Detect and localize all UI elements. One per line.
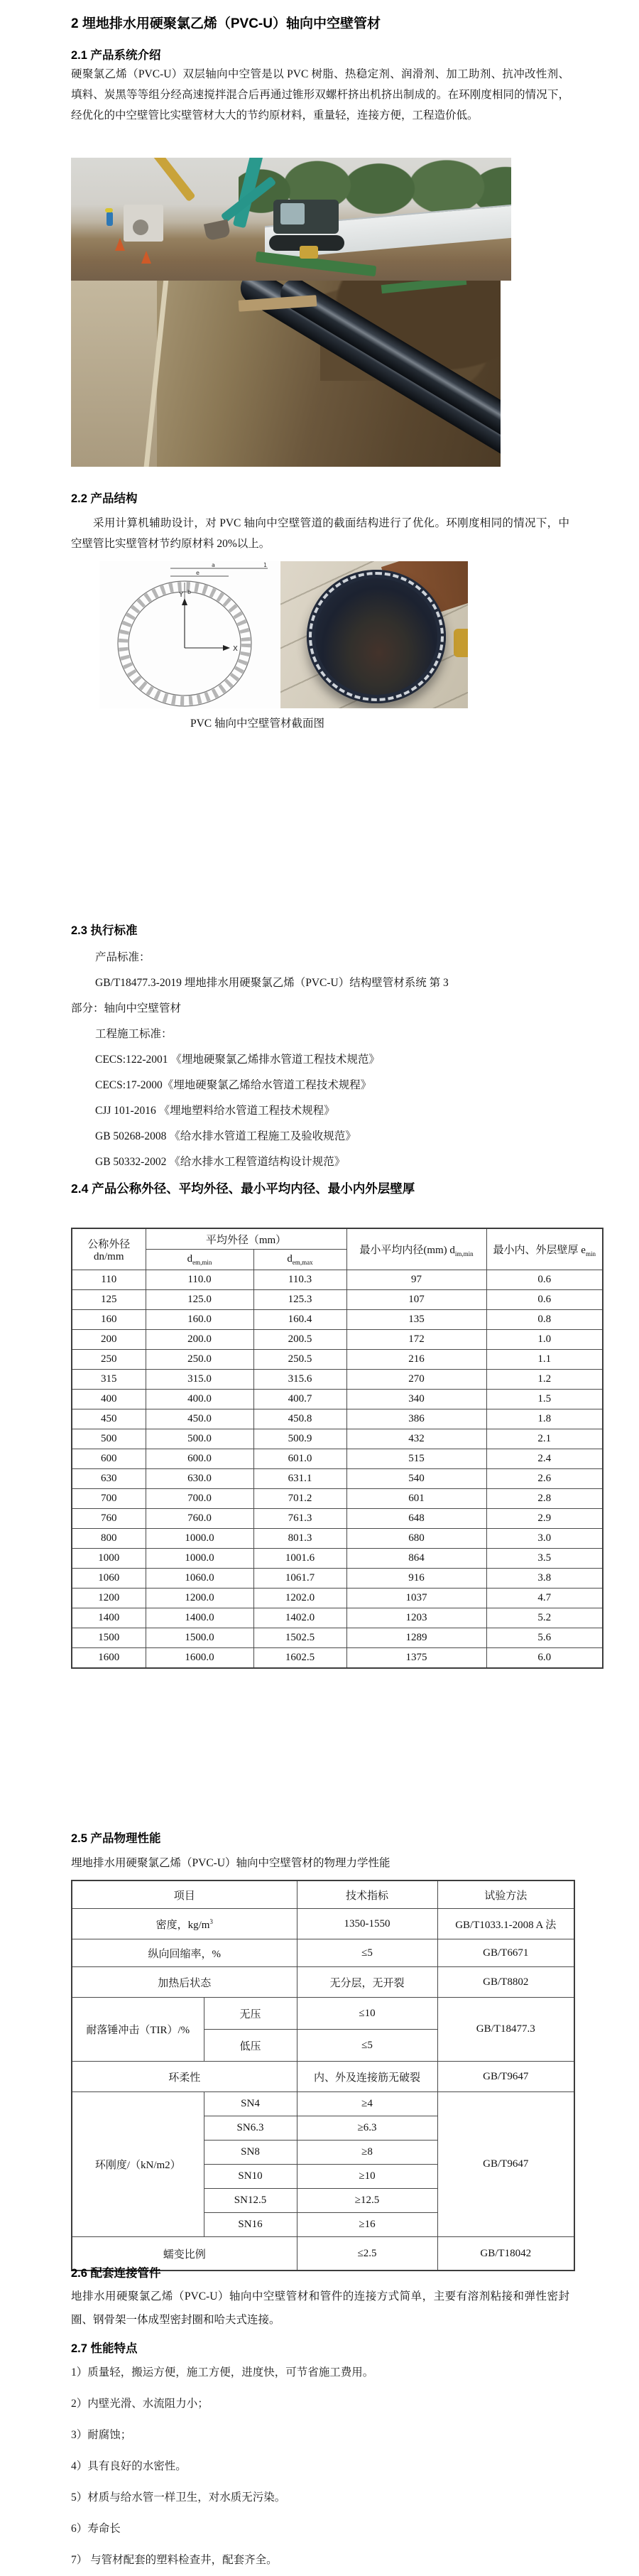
impact-value: ≤10 xyxy=(297,1998,437,2030)
table-row xyxy=(72,1429,603,1449)
flexibility-value: 内、外及连接筋无破裂 xyxy=(297,2062,437,2092)
product-standard-line: GB/T18477.3-2019 埋地排水用硬聚氯乙烯（PVC-U）结构壁管材系统 第 3 xyxy=(95,977,449,989)
photo-excavator-bucket xyxy=(204,220,231,242)
table-cell: 1037 xyxy=(346,1589,486,1608)
table-cell: 1061.7 xyxy=(253,1569,346,1589)
table-cell: 630 xyxy=(72,1469,146,1489)
table-cell: 1060 xyxy=(72,1569,146,1589)
stiffness-grade: SN4 xyxy=(204,2092,297,2116)
table-cell: 600 xyxy=(72,1449,146,1469)
table-row xyxy=(72,1549,603,1569)
table-row xyxy=(72,1449,603,1469)
stiffness-grade: SN6.3 xyxy=(204,2116,297,2141)
table-cell: 1001.6 xyxy=(253,1549,346,1569)
table-cell: 1060.0 xyxy=(146,1569,253,1589)
stiffness-value: ≥10 xyxy=(297,2165,437,2189)
table-cell: 630.0 xyxy=(146,1469,253,1489)
table-cell: 250.5 xyxy=(253,1350,346,1370)
table-cell: 500 xyxy=(72,1429,146,1449)
col-average-outer-diameter: 平均外径（mm） xyxy=(146,1228,346,1250)
col-item: 项目 xyxy=(72,1880,297,1909)
table-cell: 1600 xyxy=(72,1648,146,1669)
table-cell: 761.3 xyxy=(253,1509,346,1529)
standard-line: GB 50332-2002 《给水排水工程管道结构设计规范》 xyxy=(95,1156,346,1168)
table-cell: 601 xyxy=(346,1489,486,1509)
table-cell: 631.1 xyxy=(253,1469,346,1489)
table-cell: 125 xyxy=(72,1290,146,1310)
table-row xyxy=(72,1608,603,1628)
table-row xyxy=(72,1390,603,1409)
photo-excavator-window xyxy=(280,203,305,224)
table-cell: 432 xyxy=(346,1429,486,1449)
table-cell: 3.0 xyxy=(486,1529,603,1549)
col-dem-min: $d_{em,min}$ xyxy=(146,1250,253,1270)
heated-label: 加热后状态 xyxy=(72,1967,297,1998)
table-cell: 1.1 xyxy=(486,1350,603,1370)
table-cell: 6.0 xyxy=(486,1648,603,1669)
table-cell: 1289 xyxy=(346,1628,486,1648)
table-row xyxy=(72,1529,603,1549)
impact-method: GB/T18477.3 xyxy=(437,1998,574,2062)
table-cell: 500.9 xyxy=(253,1429,346,1449)
table-row xyxy=(72,1648,603,1669)
table-cell: 3.5 xyxy=(486,1549,603,1569)
table-cell: 1200.0 xyxy=(146,1589,253,1608)
photo-traffic-cone xyxy=(115,238,125,251)
table-cell: 1500 xyxy=(72,1628,146,1648)
table-cell: 4.7 xyxy=(486,1589,603,1608)
standards-block xyxy=(71,945,575,1175)
table-header-row xyxy=(72,1880,574,1909)
table-cell: 110.0 xyxy=(146,1270,253,1290)
outer-diameter-table-body xyxy=(72,1270,603,1669)
table-cell: 864 xyxy=(346,1549,486,1569)
section-2-2-heading: 2.2 产品结构 xyxy=(71,492,138,505)
table-row xyxy=(72,1509,603,1529)
table-row xyxy=(72,1569,603,1589)
table-cell: 1202.0 xyxy=(253,1589,346,1608)
standard-line: GB 50268-2008 《给水排水管道工程施工及验收规范》 xyxy=(95,1130,356,1142)
table-cell: 600.0 xyxy=(146,1449,253,1469)
flexibility-label: 环柔性 xyxy=(72,2062,297,2092)
table-cell: 1.8 xyxy=(486,1409,603,1429)
col-method: 试验方法 xyxy=(437,1880,574,1909)
table-cell: 648 xyxy=(346,1509,486,1529)
table-cell: 515 xyxy=(346,1449,486,1469)
table-cell: 1000.0 xyxy=(146,1529,253,1549)
col-nominal-diameter: 公称外径 dn/mm xyxy=(72,1228,146,1270)
table-row xyxy=(72,1589,603,1608)
figure-caption: PVC 轴向中空壁管材截面图 xyxy=(190,718,325,730)
table-cell: 270 xyxy=(346,1370,486,1390)
photo-crane-arm xyxy=(146,158,195,202)
table-cell: 1600.0 xyxy=(146,1648,253,1669)
table-cell: 200.0 xyxy=(146,1330,253,1350)
photo-pipe-end xyxy=(307,570,446,703)
section-2-6-heading: 2.6 配套连接管件 xyxy=(71,2267,161,2280)
construction-site-photo xyxy=(71,158,511,281)
table-cell: 1.5 xyxy=(486,1390,603,1409)
table-cell: 450 xyxy=(72,1409,146,1429)
table-row xyxy=(72,1370,603,1390)
table-cell: 160.4 xyxy=(253,1310,346,1330)
construction-standard-label: 工程施工标准： xyxy=(95,1028,173,1040)
table-cell: 450.8 xyxy=(253,1409,346,1429)
standard-line: CJJ 101-2016 《埋地塑料给水管道工程技术规程》 xyxy=(95,1105,335,1117)
table-cell: 0.6 xyxy=(486,1290,603,1310)
stiffness-value: ≥8 xyxy=(297,2141,437,2165)
table-row xyxy=(72,1409,603,1429)
table-cell: 110.3 xyxy=(253,1270,346,1290)
pipe-cross-section-diagram xyxy=(99,561,279,708)
impact-condition: 无压 xyxy=(204,1998,297,2030)
table-cell: 601.0 xyxy=(253,1449,346,1469)
product-standard-label: 产品标准： xyxy=(95,951,151,963)
feature-item: 1）质量轻，搬运方便，施工方便，进度快，可节省施工费用。 xyxy=(71,2366,374,2379)
flexibility-method: GB/T9647 xyxy=(437,2062,574,2092)
table-row xyxy=(72,1290,603,1310)
table-row xyxy=(72,2062,574,2092)
shrinkage-label: 纵向回缩率，% xyxy=(72,1939,297,1967)
diagram-dim-l-label: 1 xyxy=(263,562,268,568)
table-cell: 125.3 xyxy=(253,1290,346,1310)
outer-diameter-table xyxy=(71,1228,604,1669)
feature-item: 6）寿命长 xyxy=(71,2523,121,2535)
shrinkage-method: GB/T6671 xyxy=(437,1939,574,1967)
table-cell: 1000.0 xyxy=(146,1549,253,1569)
standard-line: CECS:122-2001 《埋地硬聚氯乙烯排水管道工程技术规范》 xyxy=(95,1054,380,1066)
stiffness-grade: SN16 xyxy=(204,2213,297,2237)
table-cell: 315.6 xyxy=(253,1370,346,1390)
stiffness-value: ≥6.3 xyxy=(297,2116,437,2141)
photo-roller-machine xyxy=(300,246,318,259)
stiffness-label: 环刚度/（kN/m2） xyxy=(72,2092,204,2237)
table-cell: 250 xyxy=(72,1350,146,1370)
stiffness-grade: SN10 xyxy=(204,2165,297,2189)
table-cell: 540 xyxy=(346,1469,486,1489)
col-dem-max: $d_{em,max}$ xyxy=(253,1250,346,1270)
section-2-5-heading: 2.5 产品物理性能 xyxy=(71,1832,161,1845)
section-2-1-paragraph: 硬聚氯乙烯（PVC-U）双层轴向中空管是以 PVC 树脂、热稳定剂、润滑剂、加工助剂、抗冲改性剂、填料、炭黑等等组分经高速搅拌混合后再通过锥形双螺杆挤出机挤出制成的。在环刚度相同的情况下，经优化的中空壁管比实壁管材大大的节约原材料，重量轻，连接方便，工程造价低。 xyxy=(71,68,569,121)
diagram-dim-a-label: a xyxy=(212,562,215,568)
table-cell: 1200 xyxy=(72,1589,146,1608)
photo-worker xyxy=(106,212,113,226)
table-row xyxy=(72,1350,603,1370)
creep-value: ≤2.5 xyxy=(297,2237,437,2271)
density-method: GB/T1033.1-2008 A 法 xyxy=(437,1909,574,1939)
table-cell: 5.2 xyxy=(486,1608,603,1628)
table-cell: 0.6 xyxy=(486,1270,603,1290)
photo-hollow-wall-cells xyxy=(309,572,444,701)
feature-item: 7） 与管材配套的塑料检查井，配套齐全。 xyxy=(71,2554,278,2566)
table-row xyxy=(72,1310,603,1330)
table-cell: 1203 xyxy=(346,1608,486,1628)
photo-traffic-cone xyxy=(141,251,151,264)
standard-line: CECS:17-2000《埋地硬聚氯乙烯给水管道工程技术规程》 xyxy=(95,1079,372,1091)
stiffness-grade: SN12.5 xyxy=(204,2189,297,2213)
table-cell: 340 xyxy=(346,1390,486,1409)
diagram-dim-e-label: e xyxy=(196,570,200,576)
table-cell: 160 xyxy=(72,1310,146,1330)
impact-value: ≤5 xyxy=(297,2030,437,2062)
table-cell: 1400.0 xyxy=(146,1608,253,1628)
table-cell: 2.8 xyxy=(486,1489,603,1509)
table-cell: 250.0 xyxy=(146,1350,253,1370)
table-row xyxy=(72,1628,603,1648)
table-header-row xyxy=(72,1228,603,1250)
shrinkage-value: ≤5 xyxy=(297,1939,437,1967)
section-2-6-paragraph: 地排水用硬聚氯乙烯（PVC-U）轴向中空壁管材和管件的连接方式简单，主要有溶剂粘接和弹性密封圈、钢骨架一体成型密封圈和哈夫式连接。 xyxy=(71,2290,569,2326)
diagram-axis-y-label: Y xyxy=(179,591,184,599)
creep-method: GB/T18042 xyxy=(437,2237,574,2271)
photo-road-edge xyxy=(71,281,157,467)
table-cell: 450.0 xyxy=(146,1409,253,1429)
table-cell: 386 xyxy=(346,1409,486,1429)
stiffness-value: ≥12.5 xyxy=(297,2189,437,2213)
table-cell: 3.8 xyxy=(486,1569,603,1589)
impact-condition: 低压 xyxy=(204,2030,297,2062)
pipe-cross-section-photo xyxy=(280,561,468,708)
table-cell: 1402.0 xyxy=(253,1608,346,1628)
heated-value: 无分层，无开裂 xyxy=(297,1967,437,1998)
table-row xyxy=(72,1967,574,1998)
table-cell: 172 xyxy=(346,1330,486,1350)
table-cell: 400.7 xyxy=(253,1390,346,1409)
photo-worker-helmet xyxy=(105,208,113,212)
table-row xyxy=(72,1270,603,1290)
stiffness-method: GB/T9647 xyxy=(437,2092,574,2237)
table-cell: 400.0 xyxy=(146,1390,253,1409)
table-cell: 315 xyxy=(72,1370,146,1390)
feature-item: 3）耐腐蚀； xyxy=(71,2429,132,2441)
table-cell: 107 xyxy=(346,1290,486,1310)
impact-label: 耐落锤冲击（TIR）/% xyxy=(72,1998,204,2062)
table-row xyxy=(72,1489,603,1509)
table-row xyxy=(72,1469,603,1489)
table-cell: 1.0 xyxy=(486,1330,603,1350)
table-cell: 1375 xyxy=(346,1648,486,1669)
table-cell: 2.1 xyxy=(486,1429,603,1449)
table-cell: 1000 xyxy=(72,1549,146,1569)
table-cell: 97 xyxy=(346,1270,486,1290)
table-row xyxy=(72,1939,574,1967)
table-cell: 801.3 xyxy=(253,1529,346,1549)
col-min-wall-thickness: 最小内、外层壁厚 $e_{min}$ xyxy=(486,1228,603,1270)
section-2-7-heading: 2.7 性能特点 xyxy=(71,2342,138,2355)
feature-item: 5）材质与给水管一样卫生，对水质无污染。 xyxy=(71,2491,286,2504)
density-value: 1350-1550 xyxy=(297,1909,437,1939)
table-cell: 760 xyxy=(72,1509,146,1529)
table-cell: 680 xyxy=(346,1529,486,1549)
table-cell: 0.8 xyxy=(486,1310,603,1330)
creep-label: 蠕变比例 xyxy=(72,2237,297,2271)
table-cell: 701.2 xyxy=(253,1489,346,1509)
section-2-4-heading: 2.4 产品公称外径、平均外径、最小平均内径、最小内外层壁厚 xyxy=(71,1181,415,1196)
table-cell: 160.0 xyxy=(146,1310,253,1330)
heated-method: GB/T8802 xyxy=(437,1967,574,1998)
table-cell: 800 xyxy=(72,1529,146,1549)
table-cell: 110 xyxy=(72,1270,146,1290)
table-row xyxy=(72,2092,574,2116)
table-cell: 200 xyxy=(72,1330,146,1350)
section-2-2-paragraph: 采用计算机辅助设计，对 PVC 轴向中空壁管道的截面结构进行了优化。环刚度相同的情况下，中空壁管比实壁管材节约原材料 20%以上。 xyxy=(71,517,569,550)
doc-title: 2 埋地排水用硬聚氯乙烯（PVC-U）轴向中空壁管材 xyxy=(71,16,381,31)
table-cell: 2.6 xyxy=(486,1469,603,1489)
stiffness-value: ≥4 xyxy=(297,2092,437,2116)
table-cell: 1602.5 xyxy=(253,1648,346,1669)
table-cell: 400 xyxy=(72,1390,146,1409)
table-cell: 1502.5 xyxy=(253,1628,346,1648)
diagram-svg xyxy=(99,561,279,708)
photo-yellow-object xyxy=(454,629,468,657)
standards-construction-list xyxy=(71,1047,575,1175)
density-label: 密度，$kg/m^3$ xyxy=(72,1909,297,1939)
table-cell: 125.0 xyxy=(146,1290,253,1310)
product-standard-line: 部分：轴向中空壁管材 xyxy=(71,1002,182,1014)
table-row xyxy=(72,1998,574,2030)
table-cell: 2.9 xyxy=(486,1509,603,1529)
table-cell: 700 xyxy=(72,1489,146,1509)
section-2-5-intro: 埋地排水用硬聚氯乙烯（PVC-U）轴向中空壁管材的物理力学性能 xyxy=(71,1857,390,1869)
diagram-axis-x-label: X xyxy=(233,645,238,653)
table-cell: 5.6 xyxy=(486,1628,603,1648)
physical-properties-table xyxy=(71,1880,575,2271)
photo-pipe-opening xyxy=(133,220,148,235)
table-cell: 916 xyxy=(346,1569,486,1589)
table-cell: 135 xyxy=(346,1310,486,1330)
table-cell: 760.0 xyxy=(146,1509,253,1529)
table-row xyxy=(72,1909,574,1939)
stiffness-value: ≥16 xyxy=(297,2213,437,2237)
table-cell: 700.0 xyxy=(146,1489,253,1509)
table-row xyxy=(72,1330,603,1350)
section-2-1-heading: 2.1 产品系统介绍 xyxy=(71,49,161,62)
feature-list xyxy=(71,2357,575,2576)
col-spec: 技术指标 xyxy=(297,1880,437,1909)
feature-item: 2）内壁光滑、水流阻力小； xyxy=(71,2398,209,2410)
pipes-trench-photo xyxy=(71,281,501,467)
table-cell: 1.2 xyxy=(486,1370,603,1390)
section-2-3-heading: 2.3 执行标准 xyxy=(71,924,138,937)
table-cell: 2.4 xyxy=(486,1449,603,1469)
table-cell: 216 xyxy=(346,1350,486,1370)
table-cell: 1400 xyxy=(72,1608,146,1628)
table-cell: 500.0 xyxy=(146,1429,253,1449)
table-cell: 315.0 xyxy=(146,1370,253,1390)
feature-item: 4）具有良好的水密性。 xyxy=(71,2460,187,2472)
stiffness-grade: SN8 xyxy=(204,2141,297,2165)
diagram-dim-b-label: b xyxy=(187,589,192,595)
table-cell: 200.5 xyxy=(253,1330,346,1350)
table-cell: 1500.0 xyxy=(146,1628,253,1648)
col-min-inner-diameter: 最小平均内径(mm) $d_{im,min}$ xyxy=(346,1228,486,1270)
